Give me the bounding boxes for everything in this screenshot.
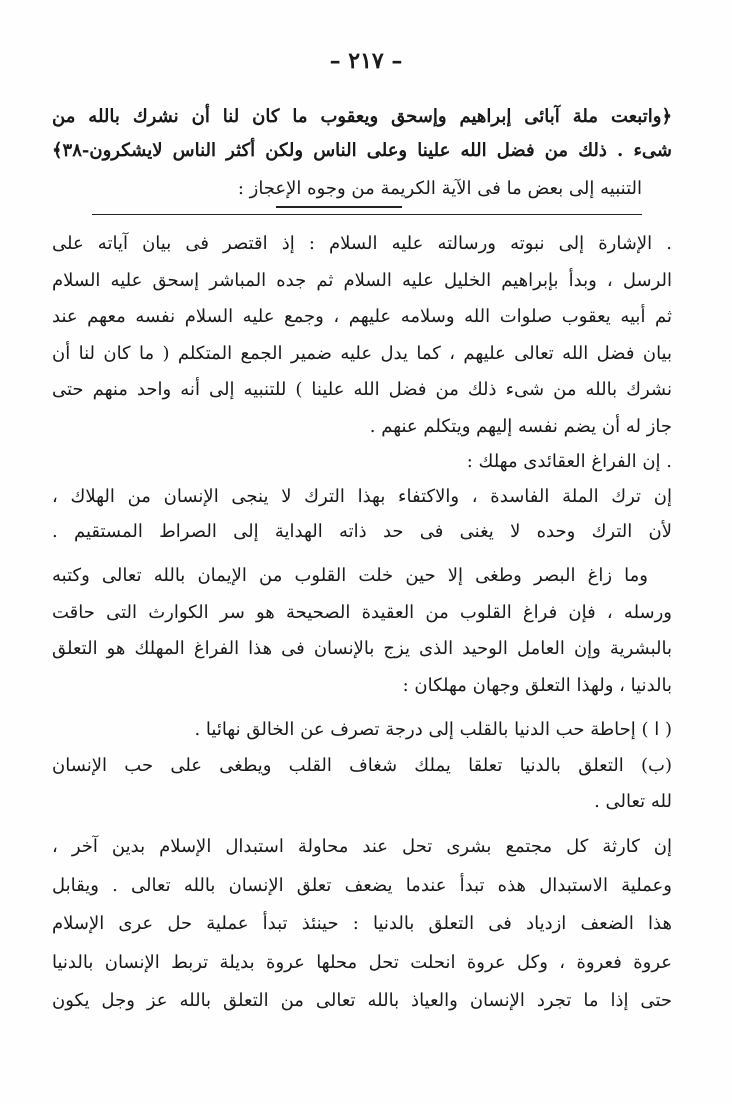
paragraph-line: جاز له أن يضم نفسه إليهم ويتكلم عنهم . [369,415,672,437]
paragraph-line: عروة فعروة ، وكل عروة انحلت تحل محلها عروة بديلة تربط الإنسان بالدنيا [52,951,672,973]
quran-line: شىء . ذلك من فضل الله علينا وعلى الناس ولكن أكثر الناس لايشكرون-٣٨﴾ [52,140,672,161]
paragraph-line: الرسل ، وبدأ بإبراهيم الخليل عليه السلام ثم جده المباشر إسحق عليه السلام [52,269,672,291]
paragraph-line: وما زاغ البصر وطغى إلا حين خلت القلوب من الإيمان بالله تعالى وكتبه [52,565,648,586]
paragraph-line: حتى إذا ما تجرد الإنسان والعياذ بالله تعالى من التعلق بالله عز وجل يكون [52,990,672,1011]
heading-text: التنبيه إلى بعض ما فى الآية الكريمة من وجوه الإعجاز : [237,178,642,199]
paragraph-list [52,712,672,820]
paragraph-line: نشرك بالله من شىء ذلك من فضل الله علينا ) للتنبيه إلى أنه واحد منهم حتى [52,379,672,400]
paragraph-prophethood [52,226,672,445]
paragraph-hearts [52,558,672,704]
heading-underline [276,206,402,208]
list-item: لله تعالى . [594,791,672,812]
section-heading [62,174,642,204]
paragraph-catastrophe [52,828,672,1021]
paragraph-line: بيان فضل الله تعالى عليهم ، كما يدل عليه ضمير الجمع المتكلم ( ما كان لنا أن [52,342,672,364]
paragraph-line: . إن الفراغ العقائدى مهلك : [466,451,672,472]
list-item: ( ا ) إحاطة حب الدنيا بالقلب إلى درجة تصرف عن الخالق نهائيا . [194,719,672,740]
paragraph-creedal-void [52,444,672,549]
paragraph-line: هذا الضعف ازدياد فى التعلق بالدنيا : حينئذ تبدأ عملية حل عرى الإسلام [52,913,672,934]
paragraph-line: إن ترك الملة الفاسدة ، والاكتفاء بهذا الترك لا ينجى الإنسان من الهلاك ، [52,486,672,507]
list-item: (ب) التعلق بالدنيا تعلقا يملك شغاف القلب ويطغى على حب الإنسان [52,755,672,776]
paragraph-line: لأن الترك وحده لا يغنى فى حد ذاته الهداية إلى الصراط المستقيم . [52,521,672,542]
paragraph-line: إن كارثة كل مجتمع بشرى تحل عند محاولة استبدال الإسلام بدين آخر ، [52,836,672,857]
heading-divider [92,214,642,215]
quran-verse [52,100,672,168]
quran-line: ﴿واتبعت ملة آبائى إبراهيم وإسحق ويعقوب ما كان لنا أن نشرك بالله من [52,106,672,127]
paragraph-line: وعملية الاستبدال هذه تبدأ عندما يضعف تعلق الإنسان بالله تعالى . ويقابل [52,874,672,896]
paragraph-line: ثم أبيه يعقوب صلوات الله وسلامه عليهم ، وجمع عليه السلام نفسه معهم عند [52,306,672,327]
paragraph-line: . الإشارة إلى نبوته ورسالته عليه السلام : إذ اقتصر فى بيان آياته على [52,233,672,254]
paragraph-line: ورسله ، فإن فراغ القلوب من العقيدة الصحيحة هو سر الكوارث التى حاقت [52,601,672,623]
page-number: – ٢١٧ – [329,48,403,74]
paragraph-line: بالدنيا ، ولهذا التعلق وجهان مهلكان : [402,674,672,696]
paragraph-line: بالبشرية وإن العامل الوحيد الذى يزج بالإنسان فى هذا الفراغ المهلك هو التعلق [52,638,672,659]
